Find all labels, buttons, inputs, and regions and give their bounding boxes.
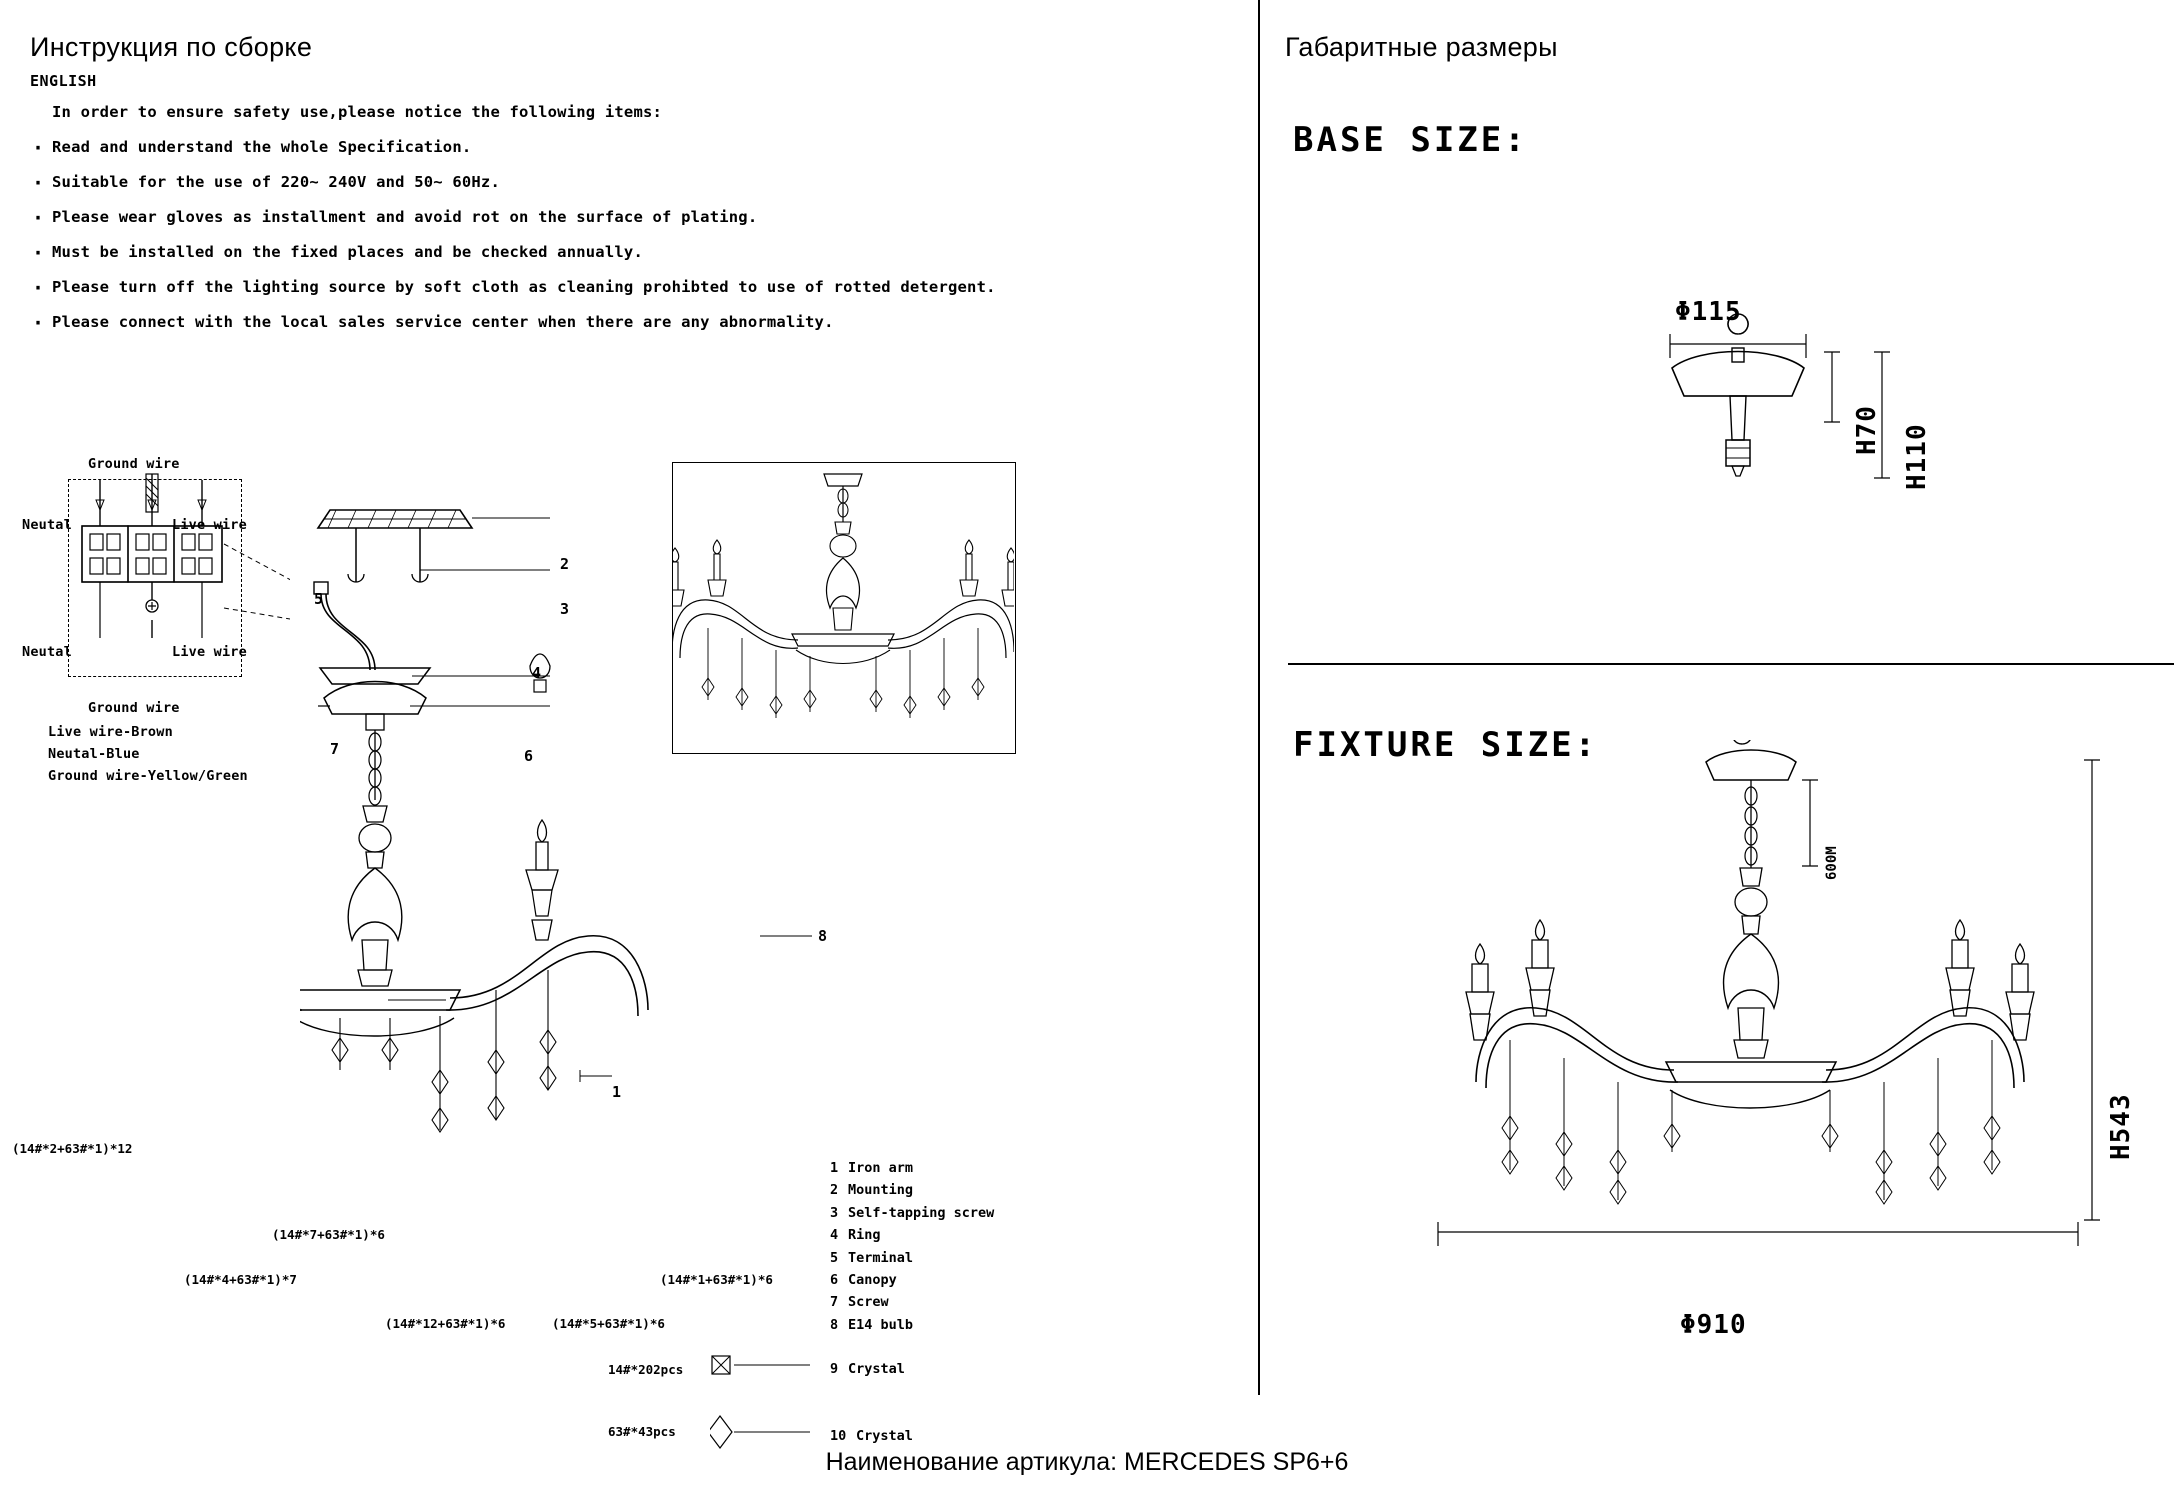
- wiring-legend-ground: Ground wire-Yellow/Green: [48, 768, 248, 784]
- part-number: 5: [830, 1249, 839, 1266]
- crystal-count-label: (14#*2+63#*1)*12: [12, 1141, 133, 1156]
- fixture-chain-label: 600M: [1824, 846, 1840, 880]
- english-item: · Please turn off the lighting source by soft cloth as cleaning prohibted to use of rotted detergent.: [30, 278, 1090, 296]
- crystal-count-label: (14#*1+63#*1)*6: [660, 1272, 773, 1287]
- fixture-height-label: H543: [2106, 1093, 2136, 1160]
- callout-leaders: [560, 920, 840, 1110]
- callout-4: 4: [532, 664, 542, 682]
- part-label: Mounting: [848, 1182, 914, 1199]
- base-diameter-label: Φ115: [1675, 297, 1742, 327]
- part-label: Terminal: [848, 1249, 914, 1266]
- page-title-left: Инструкция по сборке: [30, 32, 313, 62]
- wiring-legend-live: Live wire-Brown: [48, 724, 173, 740]
- parts-legend-row: [830, 1317, 994, 1339]
- part-label: Ring: [848, 1227, 881, 1244]
- parts-legend: [830, 1160, 994, 1450]
- callout-3: 3: [560, 600, 570, 618]
- part-label: Iron arm: [848, 1160, 914, 1176]
- assembled-preview-graphic: [672, 462, 1014, 752]
- crystal-count-14: 14#*202pcs: [608, 1362, 684, 1377]
- base-h110-label: H110: [1902, 423, 1932, 490]
- wiring-ground-bottom-label: Ground wire: [88, 700, 180, 716]
- fixture-diameter-label: Φ910: [1680, 1310, 1747, 1340]
- parts-legend-row: [830, 1294, 994, 1316]
- part-number: 7: [830, 1294, 839, 1311]
- english-heading: ENGLISH: [30, 72, 97, 90]
- part-label: Crystal: [856, 1427, 913, 1444]
- wiring-live-top-label: Live wire: [172, 517, 247, 533]
- english-instructions: [30, 72, 1090, 331]
- callout-2: 2: [560, 555, 570, 573]
- right-panel-divider: [1288, 663, 2174, 665]
- part-number: 9: [830, 1361, 839, 1378]
- part-number: 3: [830, 1204, 839, 1221]
- wiring-legend-neutral: Neutal-Blue: [48, 746, 140, 762]
- part-label: E14 bulb: [848, 1316, 914, 1333]
- parts-legend-row: [830, 1428, 994, 1450]
- wiring-diagram-graphic: [60, 448, 290, 718]
- english-item: · Read and understand the whole Specification.: [30, 138, 1090, 156]
- part-number: 2: [830, 1182, 839, 1199]
- crystal-count-63: 63#*43pcs: [608, 1424, 676, 1439]
- parts-legend-row: [830, 1182, 994, 1204]
- parts-legend-row: [830, 1160, 994, 1182]
- part-number: 8: [830, 1316, 839, 1333]
- callout-8: 8: [818, 927, 828, 945]
- callout-7: 7: [330, 740, 340, 758]
- english-item: · Please wear gloves as installment and avoid rot on the surface of plating.: [30, 208, 1090, 226]
- english-item: · Please connect with the local sales service center when there are any abnormality.: [30, 313, 1090, 331]
- article-name: Наименование артикула: MERCEDES SP6+6: [825, 1448, 1349, 1476]
- callout-5: 5: [314, 590, 324, 608]
- part-label: Self-tapping screw: [848, 1204, 995, 1221]
- parts-legend-row: [830, 1250, 994, 1272]
- wiring-ground-top-label: Ground wire: [88, 456, 180, 472]
- english-item: · Must be installed on the fixed places and be checked annually.: [30, 243, 1090, 261]
- base-size-heading: BASE SIZE:: [1293, 120, 1528, 160]
- base-h70-label: H70: [1852, 405, 1882, 455]
- panel-divider: [1258, 0, 1260, 1395]
- part-label: Canopy: [848, 1271, 897, 1288]
- part-number: 1: [830, 1160, 839, 1176]
- part-label: Crystal: [848, 1361, 905, 1378]
- parts-legend-row: [830, 1205, 994, 1227]
- part-number: 6: [830, 1271, 839, 1288]
- english-item: · Suitable for the use of 220~ 240V and 50~ 60Hz.: [30, 173, 1090, 191]
- parts-legend-row: [830, 1272, 994, 1294]
- part-label: Screw: [848, 1294, 889, 1311]
- english-lead: In order to ensure safety use,please notice the following items:: [52, 103, 663, 121]
- fixture-size-drawing: [1390, 740, 2130, 1360]
- crystal-count-label: (14#*4+63#*1)*7: [184, 1272, 297, 1287]
- part-number: 4: [830, 1227, 839, 1244]
- crystal-count-label: (14#*12+63#*1)*6: [385, 1316, 506, 1331]
- wiring-neutral-bottom-label: Neutal: [22, 644, 72, 660]
- fixture-size-heading: FIXTURE SIZE:: [1293, 725, 1599, 765]
- parts-legend-row: [830, 1227, 994, 1249]
- page-title-right: Габаритные размеры: [1285, 32, 1558, 62]
- parts-legend-row: [830, 1361, 994, 1383]
- crystal-count-label: (14#*7+63#*1)*6: [272, 1227, 385, 1242]
- callout-6: 6: [524, 747, 534, 765]
- wiring-neutral-top-label: Neutal: [22, 517, 72, 533]
- part-number: 10: [830, 1427, 847, 1444]
- callout-1: 1: [612, 1083, 622, 1101]
- crystal-count-label: (14#*5+63#*1)*6: [552, 1316, 665, 1331]
- wiring-live-bottom-label: Live wire: [172, 644, 247, 660]
